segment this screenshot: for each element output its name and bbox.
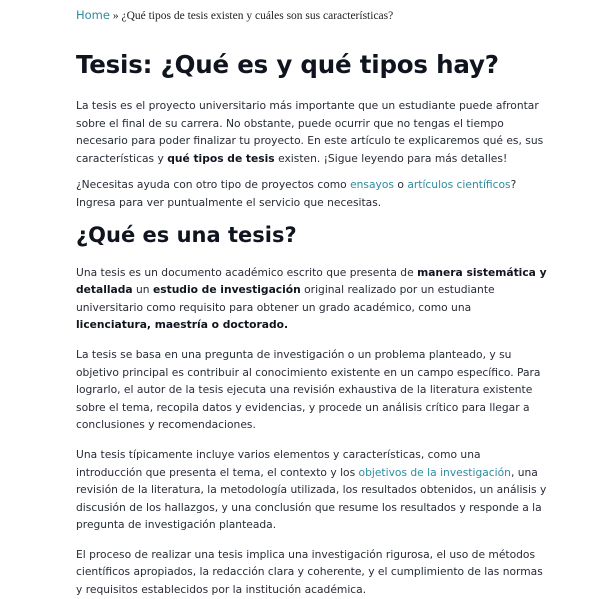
- breadcrumb-home-link[interactable]: Home: [76, 8, 110, 22]
- text-span: o: [393, 178, 408, 192]
- bold-text: qué tipos de tesis: [167, 151, 275, 165]
- research-objectives-link[interactable]: objetivos de la investigación: [358, 465, 511, 479]
- text-span: Una tesis típicamente incluye varios elementos y características, como una introducción que presenta el tema, el contexto y los: [76, 447, 481, 479]
- text-span: ¿Necesitas ayuda con otro tipo de proyectos como: [76, 178, 351, 192]
- elements-paragraph: [76, 446, 548, 534]
- bold-text: manera sistemática y detallada: [76, 265, 547, 297]
- text-span: , una revisión de la literatura, la metodología utilizada, los resultados obtenidos, un análisis y discusión de los hallazgos, y una conclusión que resume los resultados y responde a la pregunta de investigación planteada.: [76, 465, 547, 532]
- article-page: [0, 7, 600, 599]
- text-span: La tesis es el proyecto universitario más importante que un estudiante puede afrontar sobre el final de su carrera. No obstante, puede ocurrir que no tengas el tiempo necesario para poder finalizar tu proyecto. En este artículo te explicaremos qué es, sus características y: [76, 99, 544, 165]
- text-span: existen. ¡Sigue leyendo para más detalles!: [274, 151, 508, 165]
- bold-text: licenciatura, maestría o doctorado.: [76, 318, 289, 332]
- research-paragraph: La tesis se basa en una pregunta de investigación o un problema planteado, y su objetivo principal es contribuir al conocimiento existente en un campo específico. Para lograrlo, el autor de la tesis ejecuta una revisión exhaustiva de la literatura existente sobre el tema, recopila datos y evidencias, y procede un análisis crítico para llegar a conclusiones y recomendaciones.: [76, 347, 541, 432]
- breadcrumb: [76, 7, 548, 24]
- scientific-articles-link[interactable]: artículos científicos: [407, 178, 511, 192]
- bold-text: estudio de investigación: [152, 283, 301, 297]
- text-span: original realizado por un estudiante universitario como requisito para obtener un grado académico, como una: [76, 283, 495, 314]
- page-title: Tesis: ¿Qué es y qué tipos hay?: [76, 50, 499, 79]
- text-span: Una tesis es un documento académico escrito que presenta de: [76, 265, 418, 279]
- text-span: ? Ingresa para ver puntualmente el servicio que necesitas.: [76, 178, 517, 209]
- breadcrumb-current: ¿Qué tipos de tesis existen y cuáles son sus características?: [121, 10, 394, 22]
- section-heading: ¿Qué es una tesis?: [76, 222, 297, 247]
- text-span: un: [132, 283, 153, 297]
- definition-paragraph: [76, 264, 548, 334]
- services-paragraph: [76, 176, 548, 211]
- essays-link[interactable]: ensayos: [350, 178, 394, 192]
- process-paragraph: El proceso de realizar una tesis implica una investigación rigurosa, el uso de métodos científicos apropiados, la redacción clara y coherente, y el cumplimiento de las normas y requisitos establecidos por la institución académica.: [76, 547, 543, 597]
- intro-paragraph: [76, 97, 548, 167]
- breadcrumb-separator: »: [109, 10, 122, 22]
